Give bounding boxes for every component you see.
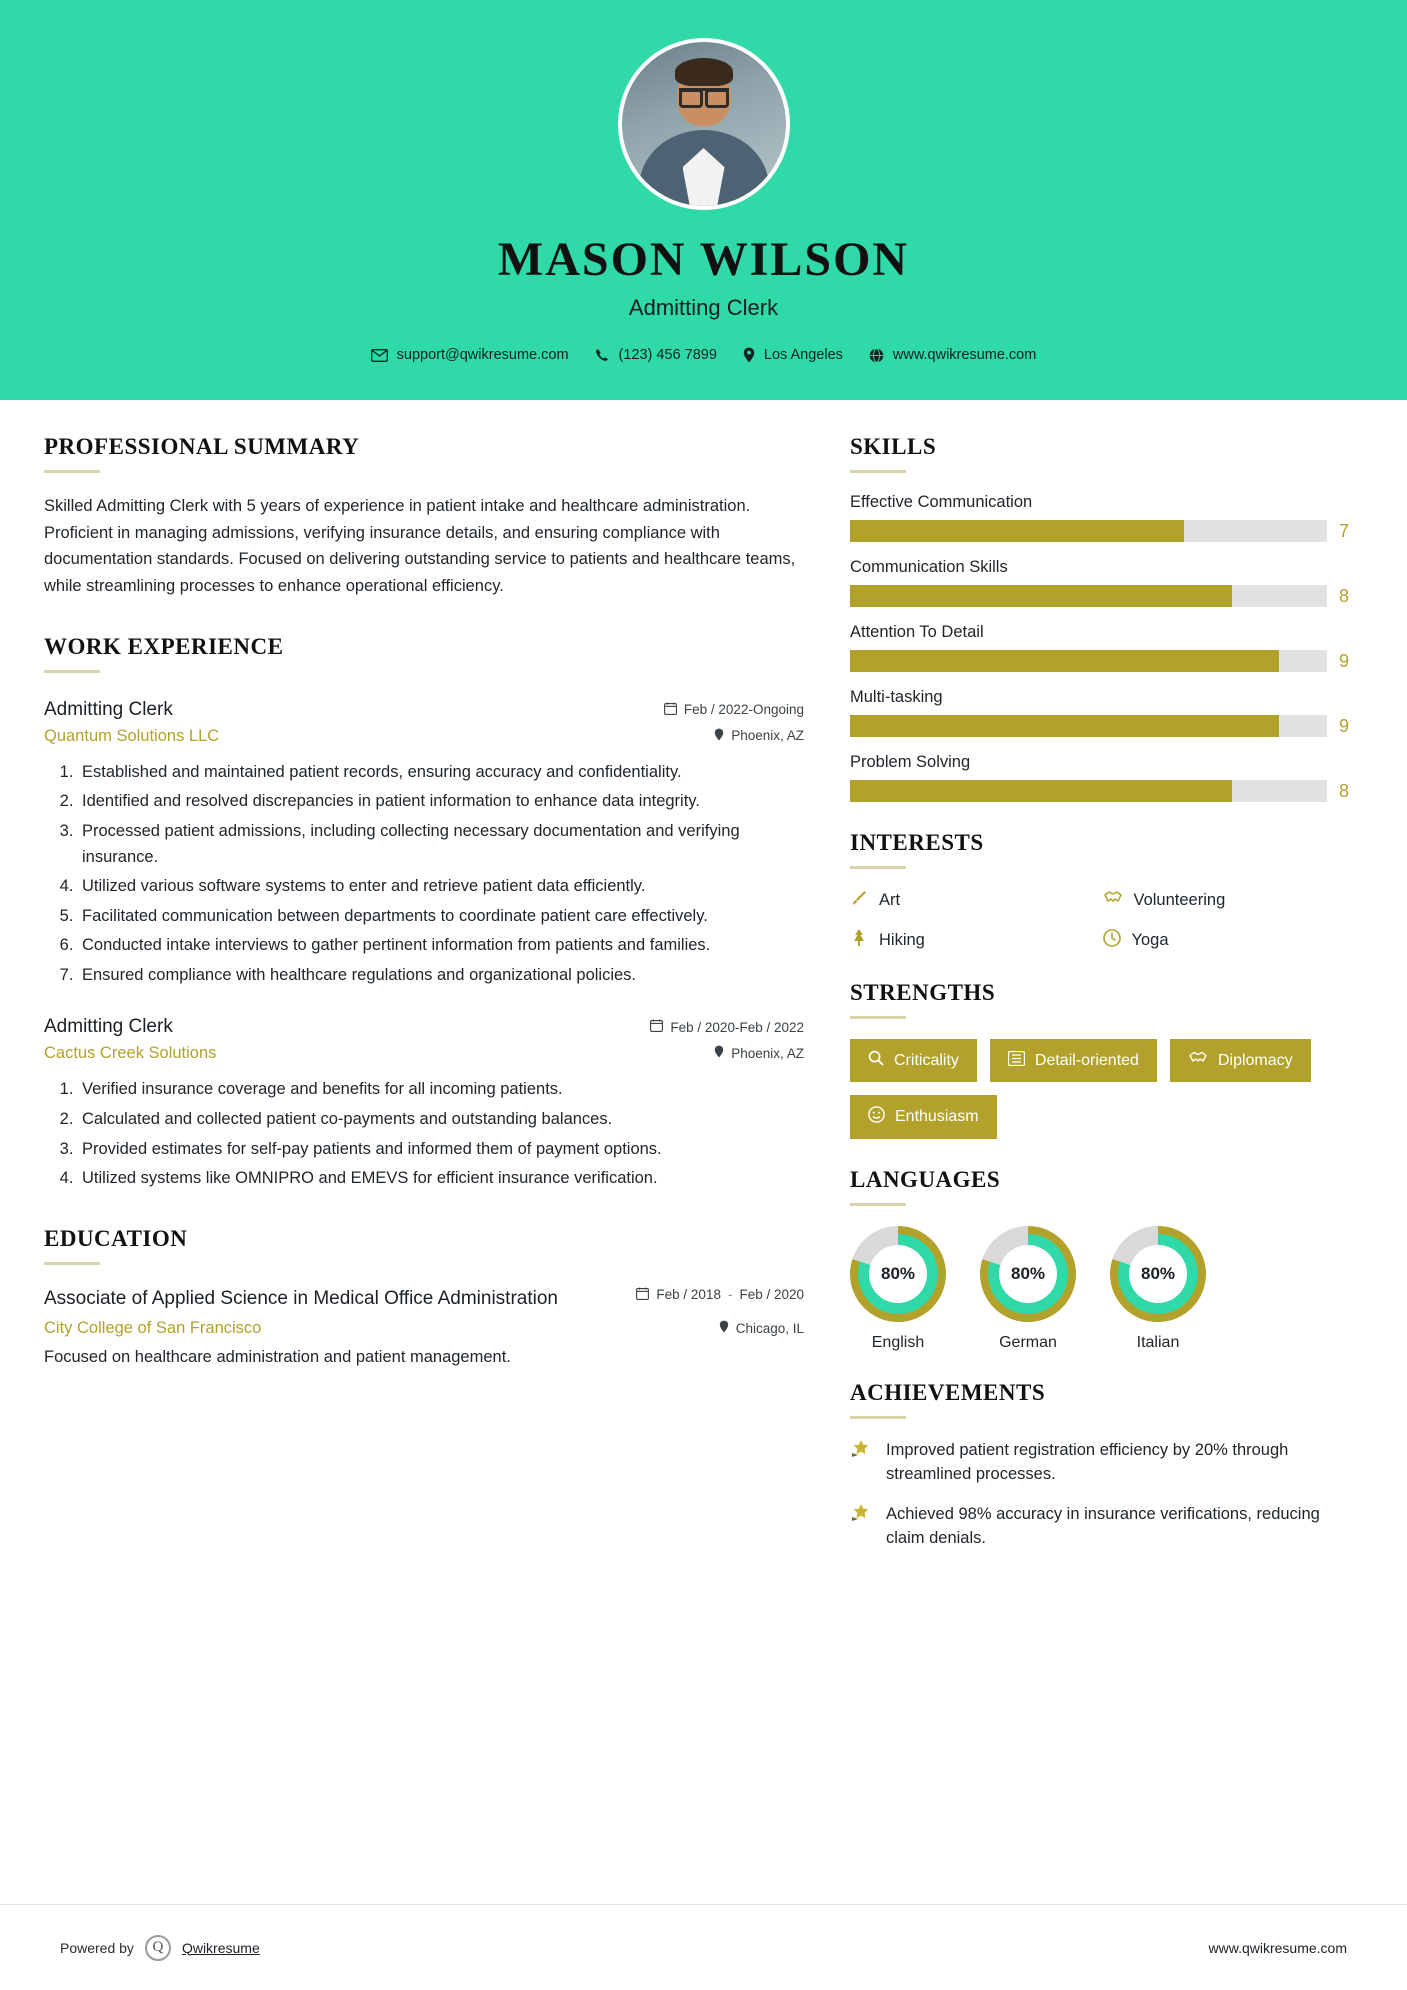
section-divider (850, 1203, 906, 1206)
languages-title: LANGUAGES (850, 1167, 1001, 1192)
tree-icon (850, 928, 868, 952)
achievement-text: Improved patient registration efficiency by 20% through streamlined processes. (886, 1441, 1289, 1483)
work-bullet: 5. Facilitated communication between departments to coordinate patient care effectively. (78, 904, 804, 930)
globe-icon (869, 348, 884, 363)
work-item (44, 699, 804, 989)
mail-icon (371, 349, 388, 362)
education-location (719, 1320, 804, 1336)
strength-label: Criticality (894, 1051, 959, 1069)
skill-value: 9 (1339, 650, 1350, 671)
strength-chip (850, 1039, 977, 1082)
star-badge-icon (850, 1439, 874, 1487)
language-donut (850, 1226, 946, 1322)
right-column (850, 434, 1355, 1567)
strengths-title: STRENGTHS (850, 980, 996, 1005)
skill-label: Communication Skills (850, 558, 1008, 576)
skill-value: 9 (1339, 715, 1350, 736)
work-bullet: 3. Provided estimates for self-pay patients and informed them of payment options. (78, 1137, 804, 1163)
paintbrush-icon (850, 889, 868, 912)
interest-label: Yoga (1131, 930, 1169, 949)
skill-bar (850, 520, 1327, 542)
calendar-icon (636, 1287, 649, 1305)
language-donut (1110, 1226, 1206, 1322)
left-column (44, 434, 804, 1567)
work-location-text: Phoenix, AZ (731, 728, 804, 744)
contact-phone[interactable] (595, 347, 717, 363)
language-name: Italian (1136, 1334, 1180, 1351)
section-divider (850, 866, 906, 869)
section-divider (850, 1016, 906, 1019)
summary-text: Skilled Admitting Clerk with 5 years of experience in patient intake and healthcare administration. Proficient in managing admissions, verifying insurance details, and ensuring compliance with documentation standards. Focused on delivering outstanding service to patients and healthcare teams, while streamlining processes to enhance operational efficiency. (44, 497, 796, 596)
education-dates: Feb / 2018 - Feb / 2020 (636, 1287, 804, 1305)
footer-website: www.qwikresume.com (1208, 1939, 1347, 1956)
language-item (1110, 1226, 1206, 1352)
language-name: English (871, 1334, 925, 1351)
work-bullet: 4. Utilized systems like OMNIPRO and EMEVS for efficient insurance verification. (78, 1166, 804, 1192)
list-icon (1008, 1051, 1025, 1071)
language-item (980, 1226, 1076, 1352)
strength-label: Enthusiasm (895, 1108, 979, 1125)
skill-label: Effective Communication (850, 493, 1033, 511)
contact-bar (0, 347, 1407, 363)
strength-label: Diplomacy (1217, 1051, 1293, 1069)
work-company: Quantum Solutions LLC (44, 726, 220, 745)
work-section (44, 634, 804, 1192)
skills-title: SKILLS (850, 434, 937, 459)
qwikresume-logo-icon: Q (145, 1935, 171, 1961)
strength-label: Detail-oriented (1034, 1051, 1139, 1069)
language-percent: 80% (999, 1245, 1057, 1303)
resume-header (0, 0, 1407, 400)
job-title: Admitting Clerk (628, 295, 779, 320)
page-footer (0, 1904, 1407, 1990)
work-item (44, 1016, 804, 1191)
skill-label: Attention To Detail (850, 623, 984, 641)
avatar (618, 38, 790, 210)
powered-by-label: Powered by (60, 1939, 134, 1956)
achievement-item (850, 1503, 1355, 1551)
skill-bar (850, 650, 1327, 672)
section-divider (850, 1416, 906, 1419)
achievements-section (850, 1380, 1355, 1551)
contact-location-text: Los Angeles (763, 347, 843, 363)
education-date-start: Feb / 2018 (656, 1286, 721, 1302)
work-bullet: 7. Ensured compliance with healthcare regulations and organizational policies. (78, 963, 804, 989)
qwikresume-link[interactable]: Qwikresume (181, 1939, 260, 1956)
work-title: WORK EXPERIENCE (44, 633, 284, 659)
search-icon (868, 1050, 884, 1071)
phone-icon (595, 348, 610, 363)
education-section (44, 1226, 804, 1368)
skill-bar (850, 780, 1327, 802)
contact-phone-text: (123) 456 7899 (618, 347, 717, 363)
contact-website-text: www.qwikresume.com (892, 347, 1037, 363)
interests-section (850, 830, 1355, 952)
strengths-section (850, 980, 1355, 1139)
work-role: Admitting Clerk (44, 698, 173, 720)
work-bullet: 1. Established and maintained patient records, ensuring accuracy and confidentiality. (78, 760, 804, 786)
page-title: MASON WILSON (497, 233, 910, 286)
skill-label: Problem Solving (850, 753, 971, 771)
work-role: Admitting Clerk (44, 1016, 173, 1038)
contact-email[interactable] (371, 347, 569, 363)
strength-chip (1170, 1039, 1311, 1082)
education-date-end: Feb / 2020 (739, 1286, 804, 1302)
skill-item (850, 493, 1355, 542)
education-title: EDUCATION (44, 1225, 188, 1251)
interest-item (1103, 928, 1356, 952)
section-divider (44, 1262, 100, 1265)
contact-website[interactable] (869, 347, 1036, 363)
work-location (714, 1045, 804, 1061)
strength-chip (990, 1039, 1157, 1082)
achievements-title: ACHIEVEMENTS (850, 1380, 1046, 1405)
calendar-icon (664, 702, 677, 718)
skill-item (850, 753, 1355, 802)
interest-label: Volunteering (1133, 891, 1226, 909)
skill-label: Multi-tasking (850, 688, 943, 706)
work-bullet: 2. Identified and resolved discrepancies in patient information to enhance data integrity. (78, 789, 804, 815)
work-location (714, 728, 804, 744)
interests-title: INTERESTS (850, 830, 984, 855)
education-item (44, 1287, 804, 1368)
work-company: Cactus Creek Solutions (44, 1044, 217, 1063)
skill-value: 7 (1339, 520, 1350, 541)
achievement-text: Achieved 98% accuracy in insurance verifications, reducing claim denials. (886, 1504, 1320, 1547)
star-badge-icon (850, 1503, 874, 1551)
contact-email-text: support@qwikresume.com (396, 347, 569, 363)
work-bullet: 1. Verified insurance coverage and benefits for all incoming patients. (78, 1077, 804, 1103)
section-divider (44, 670, 100, 673)
skill-value: 8 (1339, 780, 1350, 801)
handshake-icon (1188, 1050, 1208, 1071)
summary-title: PROFESSIONAL SUMMARY (44, 434, 360, 459)
location-icon (743, 347, 755, 363)
skill-bar (850, 715, 1327, 737)
interest-label: Art (879, 891, 901, 909)
language-donut (980, 1226, 1076, 1322)
language-item (850, 1226, 946, 1352)
location-pin-icon (714, 1045, 724, 1061)
work-bullet: 4. Utilized various software systems to enter and retrieve patient data efficiently. (78, 874, 804, 900)
skill-item (850, 623, 1355, 672)
education-description: Focused on healthcare administration and patient management. (44, 1348, 511, 1367)
calendar-icon (650, 1019, 663, 1035)
work-bullet: 6. Conducted intake interviews to gather pertinent information from patients and families. (78, 933, 804, 959)
work-bullets (68, 1077, 804, 1191)
location-pin-icon (714, 728, 724, 744)
language-name: German (999, 1334, 1057, 1351)
contact-location[interactable] (743, 347, 843, 363)
work-bullet: 2. Calculated and collected patient co-payments and outstanding balances. (78, 1107, 804, 1133)
interest-item (1103, 889, 1356, 912)
work-location-text: Phoenix, AZ (731, 1045, 804, 1061)
section-divider (850, 470, 906, 473)
work-dates (664, 702, 804, 718)
skill-value: 8 (1339, 585, 1350, 606)
skill-item (850, 558, 1355, 607)
location-pin-icon (719, 1320, 729, 1336)
languages-section (850, 1167, 1355, 1352)
yoga-icon (1103, 929, 1121, 952)
skills-section (850, 434, 1355, 802)
smiley-icon (868, 1106, 885, 1128)
interest-label: Hiking (879, 930, 925, 949)
education-school: City College of San Francisco (44, 1319, 262, 1338)
language-percent: 80% (869, 1245, 927, 1303)
achievement-item (850, 1439, 1355, 1487)
section-divider (44, 470, 100, 473)
skill-bar (850, 585, 1327, 607)
skill-item (850, 688, 1355, 737)
education-degree: Associate of Applied Science in Medical Office Administration (44, 1287, 558, 1309)
powered-by (60, 1935, 260, 1961)
strength-chip (850, 1095, 997, 1139)
handshake-icon (1103, 889, 1123, 912)
work-dates (650, 1019, 804, 1035)
interest-item (850, 889, 1103, 912)
work-dates-text: Feb / 2020-Feb / 2022 (670, 1019, 804, 1035)
education-location-text: Chicago, IL (735, 1320, 804, 1336)
summary-section (44, 434, 804, 600)
work-dates-text: Feb / 2022-Ongoing (683, 702, 804, 718)
work-bullet: 3. Processed patient admissions, including collecting necessary documentation and verifying insurance. (78, 819, 804, 870)
language-percent: 80% (1129, 1245, 1187, 1303)
interest-item (850, 928, 1103, 952)
work-bullets (68, 760, 804, 989)
